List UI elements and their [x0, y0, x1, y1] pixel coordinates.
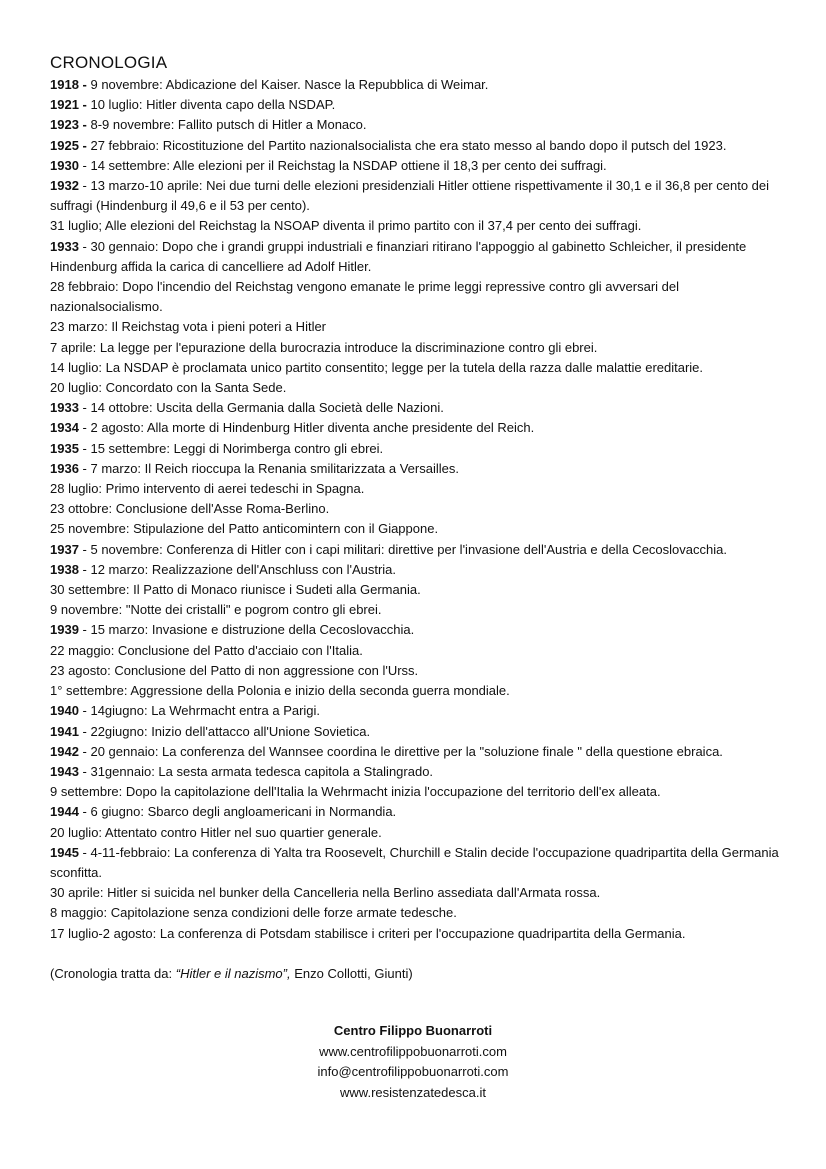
entry-text: 8-9 novembre: Fallito putsch di Hitler a Monaco.: [86, 117, 367, 133]
entry-year: 1923 -: [50, 117, 87, 133]
entry-text: - 7 marzo: Il Reich rioccupa la Renania smilitarizzata a Versailles.: [78, 460, 459, 476]
entry-text: - 22giugno: Inizio dell'attacco all'Unione Sovietica.: [78, 723, 371, 739]
chronology-entry: [50, 883, 790, 903]
entry-text: 30 aprile: Hitler si suicida nel bunker della Cancelleria nella Berlino assediata dall'Armata rossa.: [50, 885, 601, 901]
chronology-entry: [50, 600, 790, 620]
entry-text: 20 luglio: Concordato con la Santa Sede.: [50, 380, 287, 396]
chronology-entry: [50, 823, 790, 843]
entry-text: - 20 gennaio: La conferenza del Wannsee coordina le direttive per la "soluzione finale " della questione ebraica.: [78, 743, 723, 759]
chronology-entry: [50, 459, 790, 479]
chronology-entry: [50, 580, 790, 600]
entry-year: 1933: [50, 400, 79, 416]
entry-text: 9 novembre: "Notte dei cristalli" e pogrom contro gli ebrei.: [50, 602, 382, 618]
entry-text: - 13 marzo-10 aprile: Nei due turni delle elezioni presidenziali Hitler ottiene rispettivamente il 30,1 e il 36,8 per cento dei suffragi (Hindenburg il 49,6 e il 53 per cento).: [50, 178, 770, 214]
chronology-entry: [50, 216, 790, 236]
chronology-entry: [50, 115, 790, 135]
chronology-entry: [50, 237, 790, 277]
entry-year: 1945: [50, 844, 79, 860]
entry-text: - 12 marzo: Realizzazione dell'Anschluss con l'Austria.: [78, 561, 397, 577]
footer-email[interactable]: info@centrofilippobuonarroti.com: [317, 1064, 509, 1079]
chronology-entry: [50, 540, 790, 560]
footer-org: Centro Filippo Buonarroti: [333, 1023, 493, 1038]
entry-year: 1944: [50, 804, 79, 820]
entry-year: 1938: [50, 561, 79, 577]
entry-text: - 14 ottobre: Uscita della Germania dalla Società delle Nazioni.: [78, 400, 444, 416]
chronology-entry: [50, 701, 790, 721]
entry-text: 9 settembre: Dopo la capitolazione dell'Italia la Wehrmacht inizia l'occupazione del territorio dell'ex alleata.: [50, 784, 661, 800]
entry-text: 25 novembre: Stipulazione del Patto anticomintern con il Giappone.: [50, 521, 439, 537]
footer-website-2[interactable]: www.resistenzatedesca.it: [340, 1084, 486, 1100]
entry-year: 1934: [50, 420, 79, 436]
entry-text: 22 maggio: Conclusione del Patto d'acciaio con l'Italia.: [50, 642, 363, 658]
entry-year: 1943: [50, 763, 79, 779]
source-book-title: “Hitler e il nazismo”,: [175, 965, 291, 981]
entry-text: - 14 settembre: Alle elezioni per il Reichstag la NSDAP ottiene il 18,3 per cento dei suffragi.: [78, 157, 607, 173]
chronology-entry: [50, 903, 790, 923]
chronology-entry: [50, 95, 790, 115]
entry-text: 30 settembre: Il Patto di Monaco riunisce i Sudeti alla Germania.: [50, 582, 421, 598]
entry-year: 1937: [50, 541, 79, 557]
entry-text: 28 febbraio: Dopo l'incendio del Reichstag vengono emanate le prime leggi repressive contro gli avversari del nazionalsocialismo.: [50, 279, 680, 315]
chronology-entry: [50, 722, 790, 742]
chronology-entry: [50, 924, 790, 944]
entry-text: 17 luglio-2 agosto: La conferenza di Potsdam stabilisce i criteri per l'occupazione quadripartita della Germania.: [50, 925, 686, 941]
chronology-entry: [50, 378, 790, 398]
chronology-entry: [50, 136, 790, 156]
entry-text: 7 aprile: La legge per l'epurazione della burocrazia introduce la discriminazione contro gli ebrei.: [50, 339, 598, 355]
page-title: CRONOLOGIA: [50, 53, 168, 72]
entry-text: 27 febbraio: Ricostituzione del Partito nazionalsocialista che era stato messo al bando dopo il putsch del 1923.: [86, 137, 727, 153]
chronology-entry: [50, 75, 790, 95]
chronology-entry: [50, 277, 790, 317]
entry-text: 9 novembre: Abdicazione del Kaiser. Nasce la Repubblica di Weimar.: [86, 77, 489, 92]
chronology-entry: [50, 398, 790, 418]
footer: [0, 1021, 826, 1103]
entry-text: 1° settembre: Aggressione della Polonia e inizio della seconda guerra mondiale.: [50, 683, 510, 699]
chronology-entry: [50, 560, 790, 580]
entry-text: 23 agosto: Conclusione del Patto di non aggressione con l'Urss.: [50, 662, 419, 678]
footer-website[interactable]: www.centrofilippobuonarroti.com: [319, 1043, 507, 1059]
entry-text: - 31gennaio: La sesta armata tedesca capitola a Stalingrado.: [78, 763, 434, 779]
chronology-entry: [50, 802, 790, 822]
entry-year: 1933: [50, 238, 79, 254]
entry-text: - 5 novembre: Conferenza di Hitler con i capi militari: direttive per l'invasione dell'Austria e della Cecoslovacchia.: [78, 541, 727, 557]
entry-text: 14 luglio: La NSDAP è proclamata unico partito consentito; legge per la tutela della razza dalle malattie ereditarie.: [50, 359, 704, 375]
entry-year: 1936: [50, 460, 79, 476]
source-suffix: Enzo Collotti, Giunti): [290, 965, 413, 981]
chronology-entry: [50, 681, 790, 701]
entry-text: 20 luglio: Attentato contro Hitler nel suo quartier generale.: [50, 824, 382, 840]
chronology-entry: [50, 782, 790, 802]
chronology-entry: [50, 176, 790, 216]
entry-text: 10 luglio: Hitler diventa capo della NSDAP.: [86, 97, 336, 113]
chronology-entry: [50, 317, 790, 337]
entry-text: 28 luglio: Primo intervento di aerei tedeschi in Spagna.: [50, 481, 365, 497]
entry-text: - 15 marzo: Invasione e distruzione della Cecoslovacchia.: [78, 622, 415, 638]
entry-year: 1941: [50, 723, 79, 739]
entry-text: - 4-11-febbraio: La conferenza di Yalta tra Roosevelt, Churchill e Stalin decide l'occupazione quadripartita della Germania sconfitta.: [50, 844, 779, 880]
entry-text: 23 marzo: Il Reichstag vota i pieni poteri a Hitler: [50, 319, 327, 335]
chronology-entry: [50, 661, 790, 681]
entry-text: - 15 settembre: Leggi di Norimberga contro gli ebrei.: [78, 440, 384, 456]
entry-year: 1935: [50, 440, 79, 456]
entry-text: - 14giugno: La Wehrmacht entra a Parigi.: [78, 703, 321, 719]
entry-year: 1918 -: [50, 77, 87, 92]
chronology-entry: [50, 358, 790, 378]
chronology-entry: [50, 439, 790, 459]
entry-year: 1939: [50, 622, 79, 638]
chronology-entry: [50, 499, 790, 519]
chronology-entry: [50, 156, 790, 176]
chronology-entry: [50, 762, 790, 782]
entry-text: - 30 gennaio: Dopo che i grandi gruppi industriali e finanziari ritirano l'appoggio al gabinetto Schleicher, il presidente Hindenburg affida la carica di cancelliere ad Adolf Hitler.: [50, 238, 747, 274]
chronology-entry: [50, 519, 790, 539]
entry-text: 23 ottobre: Conclusione dell'Asse Roma-Berlino.: [50, 501, 330, 517]
entry-year: 1942: [50, 743, 79, 759]
entry-year: 1921 -: [50, 97, 87, 113]
chronology-entry: [50, 641, 790, 661]
entry-year: 1930: [50, 157, 79, 173]
chronology-entry: [50, 418, 790, 438]
chronology-entry: [50, 620, 790, 640]
chronology-entry: [50, 843, 790, 883]
chronology-list: [50, 75, 790, 944]
entry-text: - 2 agosto: Alla morte di Hindenburg Hitler diventa anche presidente del Reich.: [78, 420, 535, 436]
entry-year: 1932: [50, 178, 79, 194]
chronology-entry: [50, 338, 790, 358]
entry-text: 31 luglio; Alle elezioni del Reichstag la NSOAP diventa il primo partito con il 37,4 per cento dei suffragi.: [50, 218, 642, 234]
entry-text: 8 maggio: Capitolazione senza condizioni delle forze armate tedesche.: [50, 905, 457, 921]
source-note: [50, 964, 790, 984]
chronology-entry: [50, 479, 790, 499]
source-prefix: (Cronologia tratta da:: [50, 965, 176, 981]
entry-text: - 6 giugno: Sbarco degli angloamericani in Normandia.: [78, 804, 397, 820]
document-page: [50, 52, 790, 984]
entry-year: 1925 -: [50, 137, 87, 153]
chronology-entry: [50, 742, 790, 762]
entry-year: 1940: [50, 703, 79, 719]
